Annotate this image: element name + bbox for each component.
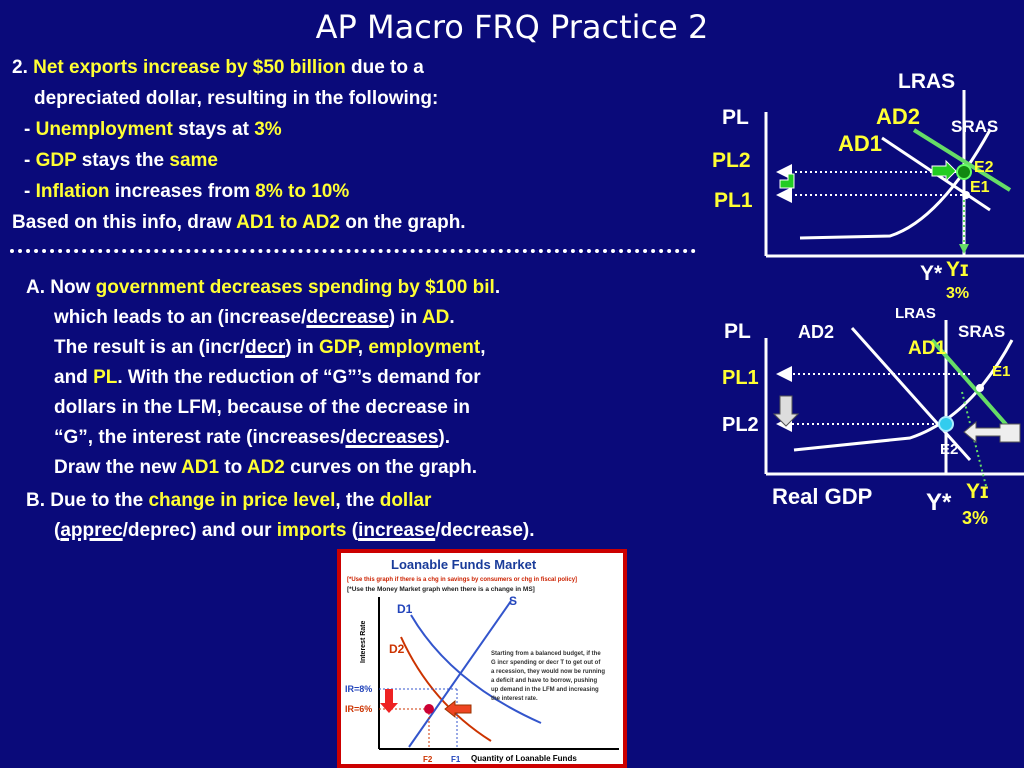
bullet-text: increases from: [109, 181, 256, 202]
highlight-employment: employment: [368, 337, 481, 358]
e2-point: [957, 165, 971, 179]
bullet-text: stays the: [76, 150, 170, 171]
lras-label: LRAS: [898, 70, 956, 93]
highlight-dollar: dollar: [379, 490, 432, 511]
punct: ,: [480, 337, 486, 358]
answer-decr: decr: [245, 337, 286, 358]
text: /deprec) and our: [122, 520, 277, 541]
partA-line4: [54, 366, 481, 390]
e1-label: E1: [992, 363, 1011, 380]
partA-line3: [54, 336, 486, 360]
lfm-caption-5: up demand in the LFM and increasing: [491, 687, 599, 693]
unemployment-3pct-label: 3%: [962, 508, 989, 528]
lfm-d1-label: D1: [397, 602, 413, 616]
lfm-note-2: [*Use the Money Market graph when there is a change in MS]: [347, 586, 535, 593]
text: ) in: [285, 337, 320, 358]
bullet-dash: -: [24, 150, 36, 171]
lfm-caption-1: Starting from a balanced budget, if the: [491, 651, 601, 657]
pl2-label: PL2: [712, 149, 751, 172]
y-star-label: Y*: [926, 489, 952, 516]
pl1-label: PL1: [714, 189, 753, 212]
bullet-dash: -: [24, 181, 36, 202]
sras-label: SRAS: [951, 117, 999, 136]
q2-bullet-gdp: [24, 149, 218, 173]
answer-apprec: apprec: [60, 520, 123, 541]
text: “G”, the interest rate (increases/: [54, 427, 346, 448]
yi-label: Yɪ: [966, 480, 989, 503]
q2-line1: [12, 56, 424, 80]
partA-label: A. Now: [26, 277, 96, 298]
partB-line2: [54, 519, 535, 543]
e2-label: E2: [940, 441, 959, 458]
partA-line7: [54, 456, 477, 480]
unemployment-3pct-label: 3%: [946, 285, 970, 300]
bullet-dash: -: [24, 119, 36, 140]
lfm-caption-4: a deficit and have to borrow, pushing: [491, 678, 598, 684]
e2-label: E2: [974, 159, 994, 176]
highlight-change-price-level: change in price level: [148, 490, 336, 511]
lfm-equilibrium-2: [424, 704, 434, 714]
text: (: [346, 520, 359, 541]
answer-increase: increase: [358, 520, 436, 541]
highlight-inflation: Inflation: [35, 181, 110, 202]
punct: .: [449, 307, 455, 328]
e2-point: [939, 417, 953, 431]
partA-line1: [26, 276, 500, 300]
slide-title: AP Macro FRQ Practice 2: [315, 8, 709, 46]
e1-point: [962, 191, 970, 199]
gray-left-arrow-icon: [964, 422, 1020, 442]
ad-as-graph-1: [700, 60, 1024, 300]
sras-label: SRAS: [958, 322, 1006, 341]
text: , the: [335, 490, 380, 511]
dotted-divider: [10, 249, 696, 253]
highlight-unemployment: Unemployment: [35, 119, 173, 140]
partB-line1: [26, 489, 431, 513]
text: (: [54, 520, 61, 541]
text: to: [219, 457, 247, 478]
text: curves on the graph.: [284, 457, 478, 478]
q2-bullet-unemployment: [24, 118, 282, 142]
text: The result is an (incr/: [54, 337, 246, 358]
lfm-note-1: [*Use this graph if there is a chg in savings by consumers or chg in fiscal policy]: [347, 577, 578, 583]
highlight-ad2: AD2: [246, 457, 285, 478]
bullet-text: stays at: [172, 119, 255, 140]
instruction-text-end: on the graph.: [339, 212, 466, 233]
q2-text: due to a: [345, 57, 424, 78]
lras-label: LRAS: [895, 305, 936, 322]
ad-as-graph-2: [700, 300, 1024, 532]
q2-number: 2.: [12, 57, 28, 78]
partA-line5: dollars in the LFM, because of the decrease in: [54, 397, 470, 418]
q2-bullet-inflation: [24, 180, 349, 204]
instruction-text: Based on this info, draw: [12, 212, 237, 233]
lfm-s-label: S: [509, 594, 518, 608]
highlight-gdp: GDP: [319, 337, 358, 358]
text: ).: [438, 427, 451, 448]
lfm-caption-2: G incr spending or decr T to get out of: [491, 660, 601, 666]
y-star-label: Y*: [920, 262, 943, 285]
e1-point: [976, 384, 984, 392]
pl2-label: PL2: [722, 414, 759, 436]
lfm-f2-label: F2: [423, 755, 433, 764]
text: /decrease).: [435, 520, 535, 541]
lfm-x-label: Quantity of Loanable Funds: [471, 754, 577, 763]
pl1-label: PL1: [722, 367, 759, 389]
ad1-label: AD1: [908, 338, 947, 359]
lfm-ir6-label: IR=6%: [345, 704, 373, 714]
pl-axis-label: PL: [722, 106, 749, 129]
highlight-same: same: [169, 150, 218, 171]
yi-arrowhead: [959, 244, 969, 254]
text: Draw the new: [54, 457, 182, 478]
highlight-ad1: AD1: [181, 457, 220, 478]
lfm-y-label: Interest Rate: [360, 620, 367, 663]
e1-label: E1: [970, 179, 990, 196]
gray-down-arrow-icon: [774, 396, 798, 426]
text: . With the reduction of “G”’s demand for: [117, 367, 481, 388]
highlight-8-to-10: 8% to 10%: [255, 181, 350, 202]
partB-label: B. Due to the: [26, 490, 149, 511]
lfm-f1-label: F1: [451, 755, 461, 764]
pl-axis-label: PL: [724, 320, 751, 343]
highlight-gov-decrease: government decreases spending by $100 bil: [95, 277, 495, 298]
ad1-label: AD1: [838, 131, 883, 156]
highlight-imports: imports: [276, 520, 347, 541]
q2-instruction: [12, 211, 466, 235]
answer-decrease: decrease: [306, 307, 389, 328]
highlight-pl: PL: [93, 367, 118, 388]
lfm-title: Loanable Funds Market: [391, 557, 537, 572]
loanable-funds-market-figure: [337, 549, 627, 768]
highlight-gdp: GDP: [35, 150, 77, 171]
ad2-label: AD2: [876, 104, 921, 129]
lfm-d2-curve: [401, 637, 491, 741]
lfm-graph: [341, 553, 623, 764]
lfm-ir8-label: IR=8%: [345, 684, 373, 694]
partA-line6: [54, 426, 450, 450]
q2-line2: depreciated dollar, resulting in the following:: [34, 88, 439, 109]
text: ) in: [388, 307, 422, 328]
lfm-caption-3: a recession, they would now be running: [491, 669, 606, 675]
green-up-arrow-icon: [780, 174, 794, 188]
text: and: [54, 367, 94, 388]
highlight-ad1-ad2: AD1 to AD2: [236, 212, 340, 233]
ad2-label: AD2: [798, 322, 835, 342]
punct: .: [494, 277, 501, 298]
partA-line2: [54, 306, 455, 330]
highlight-3pct: 3%: [254, 119, 282, 140]
text: which leads to an (increase/: [54, 307, 307, 328]
lfm-caption-6: the interest rate.: [491, 696, 538, 702]
x-axis-label: Real GDP: [772, 484, 873, 509]
ad2-curve: [914, 130, 1010, 190]
q2-highlight-net-exports: Net exports increase by $50 billion: [33, 57, 346, 78]
text: ,: [357, 337, 369, 358]
answer-decreases: decreases: [345, 427, 439, 448]
lfm-d2-label: D2: [389, 642, 405, 656]
yi-label: Yɪ: [946, 258, 969, 281]
highlight-ad: AD: [421, 307, 450, 328]
